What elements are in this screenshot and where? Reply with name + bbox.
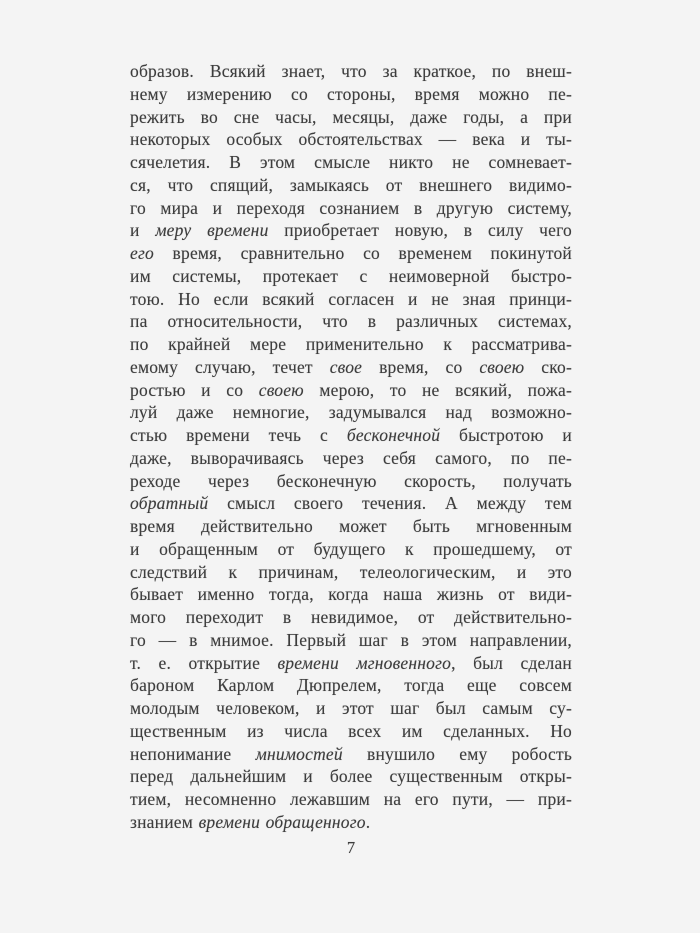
- text-line: ростью и со своею мерою, то не всякий, пожа-: [130, 379, 572, 400]
- text-line: па относительности, что в различных системах,: [130, 311, 572, 332]
- text-line: ся, что спящий, замыкаясь от внешнего видимо-: [130, 174, 572, 195]
- text-line: стью времени течь с бесконечной быстротою и: [130, 425, 572, 445]
- text-line: молодым человеком, и этот шаг был самым су-: [130, 698, 572, 718]
- text-line: нему измерению со стороны, время можно пе-: [130, 83, 572, 104]
- text-line: даже, выворачиваясь через себя самого, по пе-: [130, 447, 572, 468]
- text-line: мого переходит в невидимое, от действительно-: [130, 607, 572, 627]
- text-line: сячелетия. В этом смысле никто не сомневает-: [130, 152, 572, 172]
- text-line: некоторых особых обстоятельствах — века и ты-: [130, 129, 572, 150]
- text-line: го мира и переходя сознанием в другую систему,: [130, 197, 572, 218]
- text-line: следствий к причинам, телеологическим, и это: [130, 561, 572, 582]
- text-line: перед дальнейшим и более существенным откры-: [130, 766, 572, 787]
- text-line: образов. Всякий знает, что за краткое, по внеш-: [130, 61, 572, 81]
- page-number: 7: [346, 838, 356, 857]
- text-line: бывает именно тогда, когда наша жизнь от види-: [130, 584, 572, 605]
- text-line: луй даже немногие, задумывался над возможно-: [130, 402, 572, 423]
- text-line: и меру времени приобретает новую, в силу чего: [130, 220, 572, 241]
- text-line: знанием времени обращенного.: [130, 811, 371, 832]
- text-line: емому случаю, течет свое время, со своею ско-: [130, 356, 572, 377]
- text-line: тою. Но если всякий согласен и не зная принци-: [130, 288, 572, 309]
- text-line: время действительно может быть мгновенным: [130, 516, 572, 536]
- text-line: им системы, протекает с неимоверной быстро-: [130, 265, 572, 286]
- text-line: го — в мнимое. Первый шаг в этом направлении,: [130, 629, 572, 650]
- text-line: бароном Карлом Дюпрелем, тогда еще совсем: [130, 675, 572, 696]
- text-line: непонимание мнимостей внушило ему робость: [130, 743, 573, 764]
- text-line: тием, несомненно лежавшим на его пути, — при-: [130, 789, 572, 809]
- text-line: щественным из числа всех им сделанных. Но: [130, 720, 572, 741]
- text-line: реходе через бесконечную скорость, получать: [130, 470, 572, 491]
- text-line: режить во сне часы, месяцы, даже годы, а при: [130, 106, 572, 127]
- text-line: т. е. открытие времени мгновенного, был сделан: [130, 652, 572, 673]
- text-line: и обращенным от будущего к прошедшему, от: [130, 538, 572, 559]
- text-line: по крайней мере применительно к рассматрива-: [130, 334, 572, 354]
- text-line: обратный смысл своего течения. А между тем: [130, 493, 572, 514]
- body-text: [130, 60, 572, 834]
- text-line: его время, сравнительно со временем покинутой: [130, 243, 572, 263]
